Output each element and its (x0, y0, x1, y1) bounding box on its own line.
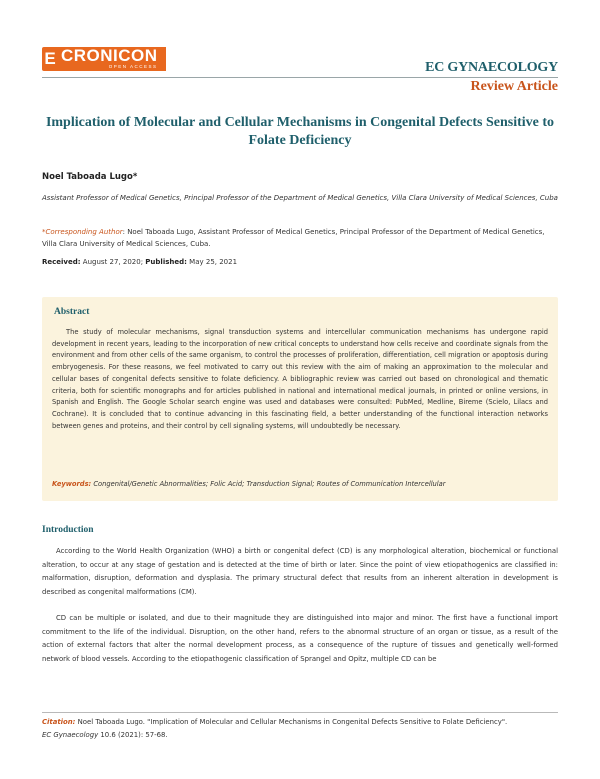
published-label: Published: (145, 258, 187, 266)
citation-volume: 10.6 (2021): 57-68. (100, 731, 168, 739)
journal-name: EC GYNAECOLOGY (425, 60, 558, 75)
article-title: Implication of Molecular and Cellular Mechanisms in Congenital Defects Sensitive to Folate Deficiency (45, 115, 555, 148)
logo-mark: E (42, 47, 58, 71)
received-date: August 27, 2020; (82, 258, 144, 266)
published-date: May 25, 2021 (189, 258, 238, 266)
logo-tagline: OPEN ACCESS (108, 64, 158, 69)
introduction-paragraph-1: According to the World Health Organization (WHO) a birth or congenital defect (CD) is any morphological alteration, biochemical or functional alteration, to occur at any stage of gestation and is detected at the time of birth or later. Since the point of view etiopathogenics are classified in: malformation, disruption, deformation and dysplasia. The primary structural defect that results from an inherent alteration in development is described as congenital malformations (CM). (42, 547, 558, 596)
citation-text: Noel Taboada Lugo. "Implication of Molecular and Cellular Mechanisms in Congenital Defects Sensitive to Folate Deficiency". (77, 718, 508, 726)
corresponding-text: : Noel Taboada Lugo, Assistant Professor of Medical Genetics, Principal Professor of the Department of Medical Genetics, Villa Clara University of Medical Sciences, Cuba. (42, 228, 545, 248)
received-label: Received: (42, 258, 81, 266)
header-divider (42, 77, 558, 78)
citation-journal: EC Gynaecology (42, 731, 99, 739)
author-name: Noel Taboada Lugo* (42, 172, 138, 182)
abstract-body: The study of molecular mechanisms, signal transduction systems and intercellular communication mechanisms has undergone rapid development in recent years, leading to the incorporation of new critical concepts to understand how cells receive and coordinate signals from the environment and from other cells of the same organism, to control the processes of proliferation, differentiation, cell migration or apoptosis during embryogenesis. For these reasons, we feel motivated to carry out this review with the aim of making an approximation to the molecular and cellular bases of congenital defects sensitive to folate deficiency. A bibliographic review was carried out based on chronological and thematic criteria, both for scientific monographs and for articles published in national and international medical journals, in printed or online versions, in Spanish and English. The Google Scholar search engine was used and databases were consulted: PubMed, Medline, Bireme (Scielo, Lilacs and Cochrane). It is concluded that to continue advancing in this fascinating field, a better understanding of the functional interaction networks between genes and proteins, and their control by cell signaling systems, will undoubtedly be necessary. (52, 328, 548, 430)
article-type: Review Article (470, 79, 558, 94)
introduction-heading: Introduction (42, 525, 94, 535)
abstract-box (42, 297, 558, 501)
author-affiliation: Assistant Professor of Medical Genetics, Principal Professor of the Department of Medical Genetics, Villa Clara University of Medical Sciences, Cuba (42, 194, 558, 202)
citation-label: Citation: (42, 718, 76, 726)
footer-divider (42, 712, 558, 713)
abstract-heading: Abstract (54, 307, 90, 317)
logo-name: CRONICON (61, 46, 158, 65)
keywords (52, 480, 548, 488)
citation (42, 716, 558, 742)
keywords-label: Keywords: (52, 480, 92, 488)
corresponding-label: *Corresponding Author (42, 228, 123, 236)
logo-wordmark (58, 47, 166, 71)
introduction-paragraph-2: CD can be multiple or isolated, and due to their magnitude they are distinguished into major and minor. The first have a functional import commitment to the life of the individual. Disruption, on the other hand, refers to the abnormal structure of an organ or tissue, as a result of the action of external factors that alter the normal development process, as a consequence of the rupture of tissues and genetically well-formed network of blood vessels. According to the etiopathogenic classification of Sprangel and Opitz, multiple CD can be (42, 614, 558, 663)
corresponding-author (42, 227, 558, 250)
article-dates (42, 258, 237, 266)
keywords-text: Congenital/Genetic Abnormalities; Folic Acid; Transduction Signal; Routes of Communication Intercellular (93, 480, 446, 488)
publisher-logo (42, 47, 166, 71)
